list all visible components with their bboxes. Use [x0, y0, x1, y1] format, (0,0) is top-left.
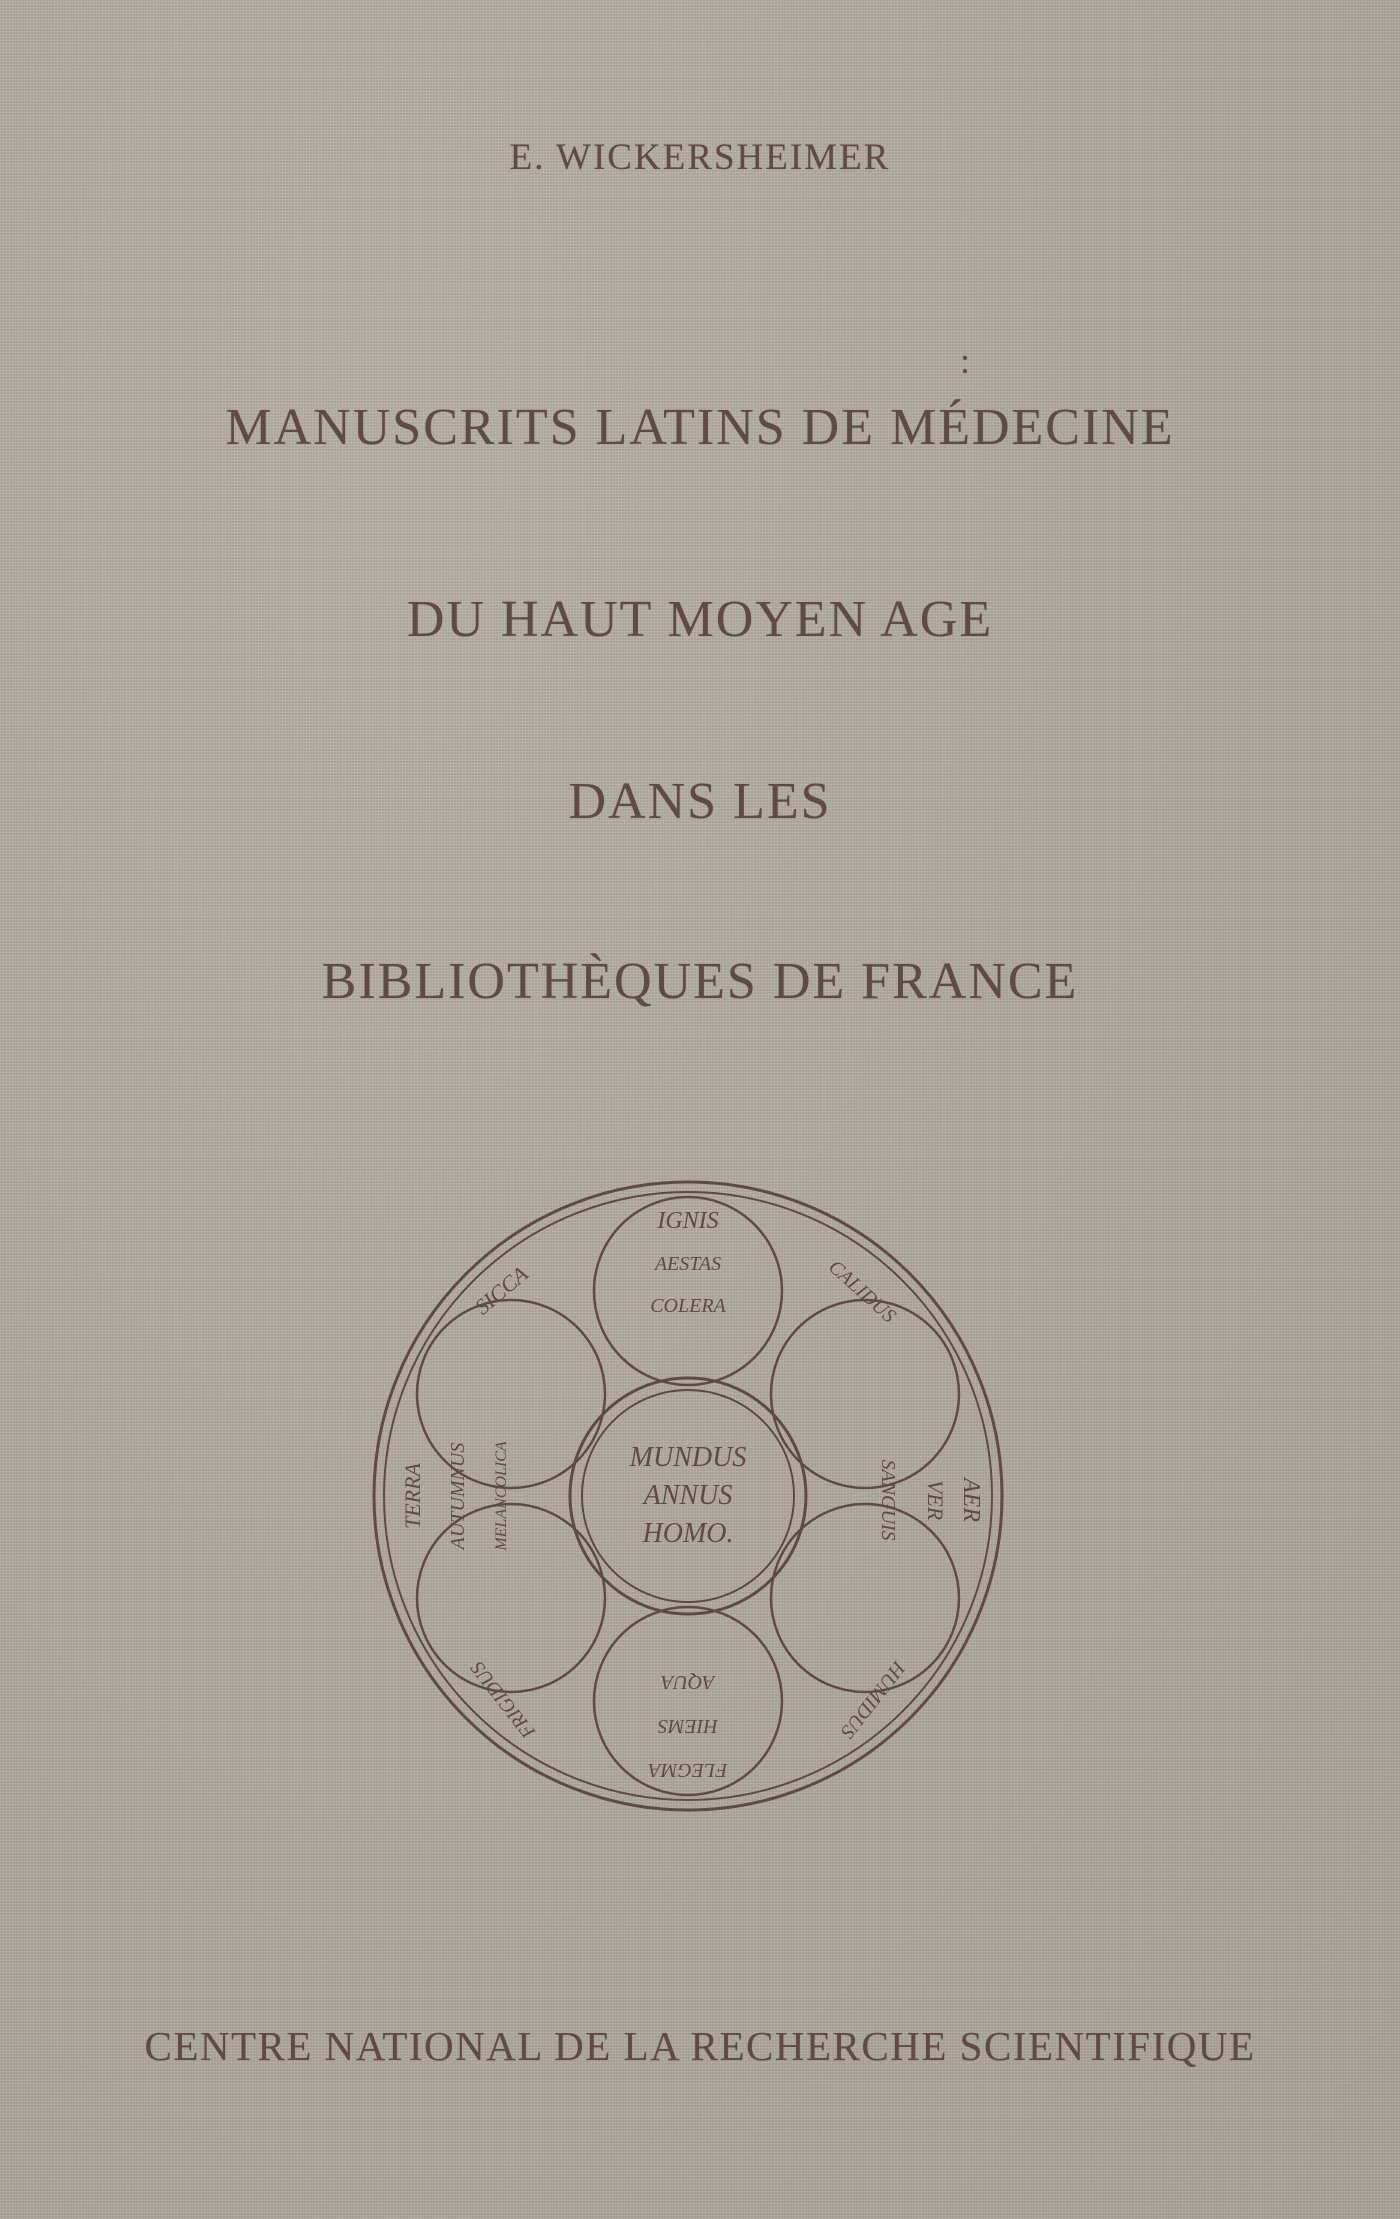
quality-label-bottom-right: HUMIDUS — [836, 1657, 910, 1743]
bottom-label-3: FLEGMA — [648, 1759, 728, 1781]
top-label-3: COLERA — [650, 1295, 726, 1317]
quality-label-top-left: SICCA — [469, 1261, 533, 1320]
title-line-2: DU HAUT MOYEN AGE — [406, 591, 994, 648]
elements-diagram-emblem — [368, 1176, 1008, 1816]
left-label-2: AUTUMNUS — [447, 1442, 469, 1550]
top-label-1: IGNIS — [657, 1208, 719, 1234]
center-label-3: HOMO. — [642, 1518, 734, 1549]
title-line-4: BIBLIOTHÈQUES DE FRANCE — [321, 953, 1079, 1010]
right-label-3: SANGUIS — [877, 1459, 899, 1541]
ink-mark: : — [960, 341, 971, 381]
center-label-2: ANNUS — [643, 1480, 733, 1511]
emblem-circle-lower-right — [771, 1504, 959, 1692]
quality-label-top-right: CALIDUS — [824, 1255, 900, 1328]
emblem-circle-upper-right — [771, 1300, 959, 1488]
bottom-label-1: AQUA — [661, 1671, 715, 1693]
publisher-name: CENTRE NATIONAL DE LA RECHERCHE SCIENTIFIQUE — [144, 2023, 1256, 2069]
right-label-1: AER — [958, 1478, 984, 1522]
quality-label-bottom-left: FRIGIDUS — [466, 1657, 540, 1743]
left-label-3: MELANCOLICA — [493, 1441, 510, 1551]
center-label-1: MUNDUS — [629, 1442, 747, 1473]
left-label-1: TERRA — [400, 1463, 425, 1529]
emblem-circle-lower-left — [417, 1504, 605, 1692]
emblem-circle-upper-left — [417, 1300, 605, 1488]
right-label-2: VER — [923, 1479, 948, 1521]
top-label-2: AESTAS — [654, 1253, 722, 1275]
title-line-3: DANS LES — [568, 773, 832, 830]
author-name: E. WICKERSHEIMER — [509, 137, 891, 178]
bottom-label-2: HIEMS — [658, 1715, 718, 1737]
title-line-1: MANUSCRITS LATINS DE MÉDECINE — [225, 399, 1175, 456]
